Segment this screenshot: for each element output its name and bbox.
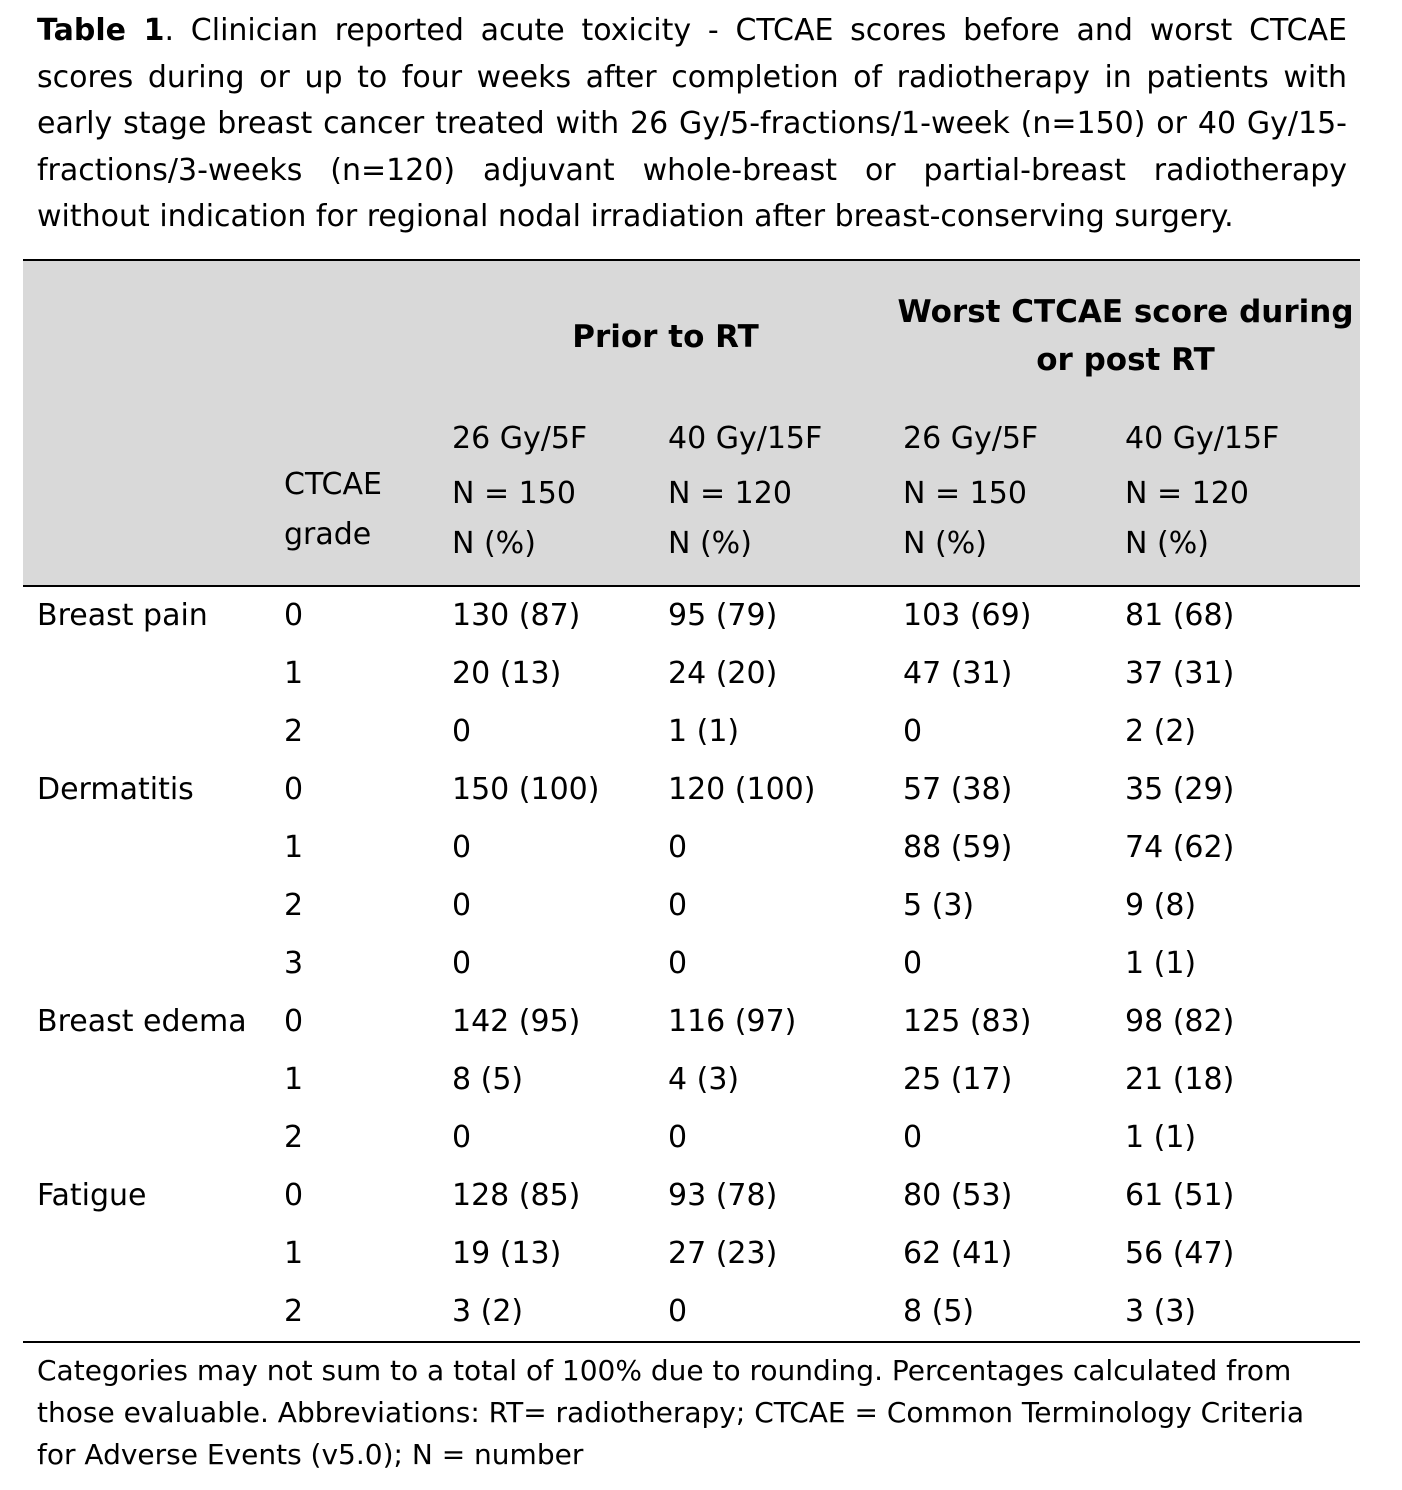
cell-value: 150 (100) bbox=[452, 772, 600, 807]
row-grade: 1 bbox=[284, 656, 304, 691]
cell-value: 103 (69) bbox=[903, 598, 1032, 633]
cell-value: 21 (18) bbox=[1125, 1062, 1235, 1097]
row-category bbox=[23, 1283, 272, 1342]
row-grade: 2 bbox=[284, 888, 304, 923]
cell-value: 3 (3) bbox=[1125, 1294, 1197, 1329]
row-category bbox=[23, 935, 272, 993]
table-row bbox=[23, 645, 1360, 703]
cell-value: 0 bbox=[452, 830, 472, 865]
cell-value: 93 (78) bbox=[668, 1178, 778, 1213]
cell-value: 0 bbox=[452, 714, 472, 749]
cell-value: 1 (1) bbox=[1125, 1120, 1197, 1155]
caption-label: Table 1 bbox=[37, 13, 165, 48]
cell-value: 88 (59) bbox=[903, 830, 1013, 865]
table-row bbox=[23, 1283, 1360, 1342]
cell-value: 56 (47) bbox=[1125, 1236, 1235, 1271]
cell-value: 62 (41) bbox=[903, 1236, 1013, 1271]
cell-value: 25 (17) bbox=[903, 1062, 1013, 1097]
cell-value: 5 (3) bbox=[903, 888, 975, 923]
cell-value: 24 (20) bbox=[668, 656, 778, 691]
row-grade: 2 bbox=[284, 1294, 304, 1329]
row-category bbox=[23, 1051, 272, 1109]
row-grade: 1 bbox=[284, 1236, 304, 1271]
table-row bbox=[23, 1051, 1360, 1109]
cell-value: 0 bbox=[668, 830, 688, 865]
column-header-worst-26gy: 26 Gy/5F N = 150 N (%) bbox=[903, 421, 1039, 561]
cell-value: 128 (85) bbox=[452, 1178, 581, 1213]
cell-value: 0 bbox=[903, 714, 923, 749]
cell-value: 9 (8) bbox=[1125, 888, 1197, 923]
group-header-worst: Worst CTCAE score during or post RT bbox=[897, 294, 1354, 378]
cell-value: 0 bbox=[452, 946, 472, 981]
cell-value: 95 (79) bbox=[668, 598, 778, 633]
row-category: Breast edema bbox=[37, 1004, 247, 1039]
cell-value: 1 (1) bbox=[1125, 946, 1197, 981]
cell-value: 27 (23) bbox=[668, 1236, 778, 1271]
cell-value: 20 (13) bbox=[452, 656, 562, 691]
cell-value: 142 (95) bbox=[452, 1004, 581, 1039]
toxicity-table bbox=[23, 259, 1360, 1343]
row-category: Breast pain bbox=[37, 598, 208, 633]
row-grade: 2 bbox=[284, 1120, 304, 1155]
group-header-prior: Prior to RT bbox=[572, 319, 759, 355]
cell-value: 74 (62) bbox=[1125, 830, 1235, 865]
cell-value: 0 bbox=[668, 946, 688, 981]
row-grade: 0 bbox=[284, 772, 304, 807]
table-row bbox=[23, 1225, 1360, 1283]
toxicity-table-container bbox=[23, 259, 1360, 1343]
cell-value: 81 (68) bbox=[1125, 598, 1235, 633]
header-column-row bbox=[23, 389, 1360, 586]
cell-value: 8 (5) bbox=[452, 1062, 524, 1097]
cell-value: 35 (29) bbox=[1125, 772, 1235, 807]
cell-value: 37 (31) bbox=[1125, 656, 1235, 691]
header-group-row bbox=[23, 260, 1360, 389]
cell-value: 57 (38) bbox=[903, 772, 1013, 807]
row-category: Dermatitis bbox=[37, 772, 194, 807]
cell-value: 19 (13) bbox=[452, 1236, 562, 1271]
table-row bbox=[23, 1109, 1360, 1167]
table-row bbox=[23, 935, 1360, 993]
row-category bbox=[23, 1225, 272, 1283]
cell-value: 130 (87) bbox=[452, 598, 581, 633]
table-caption bbox=[37, 8, 1347, 241]
row-category bbox=[23, 703, 272, 761]
cell-value: 1 (1) bbox=[668, 714, 740, 749]
column-header-prior-26gy: 26 Gy/5F N = 150 N (%) bbox=[452, 421, 588, 561]
caption-text: . Clinician reported acute toxicity - CTCAE scores before and worst CTCAE scores during or up to four weeks after completion of radiotherapy in patients with early stage breast cancer treated with 26 Gy/5-fractions/1-week (n=150) or 40 Gy/15-fractions/3-weeks (n=120) adjuvant whole-breast or partial-breast radiotherapy without indication for regional nodal irradiation after breast-conserving surgery. bbox=[37, 13, 1348, 234]
row-grade: 0 bbox=[284, 598, 304, 633]
row-category bbox=[23, 877, 272, 935]
cell-value: 4 (3) bbox=[668, 1062, 740, 1097]
row-category bbox=[23, 645, 272, 703]
table-row bbox=[23, 1167, 1360, 1225]
row-grade: 0 bbox=[284, 1004, 304, 1039]
row-grade: 3 bbox=[284, 946, 304, 981]
cell-value: 47 (31) bbox=[903, 656, 1013, 691]
table-body bbox=[23, 586, 1360, 1342]
row-category bbox=[23, 1109, 272, 1167]
cell-value: 125 (83) bbox=[903, 1004, 1032, 1039]
row-category bbox=[23, 819, 272, 877]
cell-value: 0 bbox=[903, 1120, 923, 1155]
column-header-worst-40gy: 40 Gy/15F N = 120 N (%) bbox=[1125, 421, 1280, 561]
row-grade: 0 bbox=[284, 1178, 304, 1213]
table-footnote: Categories may not sum to a total of 100% due to rounding. Percentages calculated from those evaluable. Abbreviations: RT= radiotherapy; CTCAE = Common Terminology Criteria for Adverse Events (v5.0); N = number bbox=[37, 1354, 1305, 1471]
table-row bbox=[23, 761, 1360, 819]
table-row bbox=[23, 819, 1360, 877]
table-row bbox=[23, 703, 1360, 761]
cell-value: 0 bbox=[668, 888, 688, 923]
row-grade: 2 bbox=[284, 714, 304, 749]
column-header-prior-40gy: 40 Gy/15F N = 120 N (%) bbox=[668, 421, 823, 561]
grade-column-header: CTCAE grade bbox=[284, 467, 382, 552]
cell-value: 80 (53) bbox=[903, 1178, 1013, 1213]
cell-value: 0 bbox=[668, 1120, 688, 1155]
cell-value: 8 (5) bbox=[903, 1294, 975, 1329]
cell-value: 2 (2) bbox=[1125, 714, 1197, 749]
row-grade: 1 bbox=[284, 1062, 304, 1097]
row-grade: 1 bbox=[284, 830, 304, 865]
cell-value: 0 bbox=[903, 946, 923, 981]
table-row bbox=[23, 877, 1360, 935]
cell-value: 0 bbox=[668, 1294, 688, 1329]
cell-value: 0 bbox=[452, 888, 472, 923]
table-row bbox=[23, 993, 1360, 1051]
cell-value: 116 (97) bbox=[668, 1004, 797, 1039]
table-header bbox=[23, 260, 1360, 586]
cell-value: 98 (82) bbox=[1125, 1004, 1235, 1039]
row-category: Fatigue bbox=[37, 1178, 147, 1213]
cell-value: 0 bbox=[452, 1120, 472, 1155]
cell-value: 120 (100) bbox=[668, 772, 816, 807]
table-row bbox=[23, 586, 1360, 645]
cell-value: 3 (2) bbox=[452, 1294, 524, 1329]
cell-value: 61 (51) bbox=[1125, 1178, 1235, 1213]
